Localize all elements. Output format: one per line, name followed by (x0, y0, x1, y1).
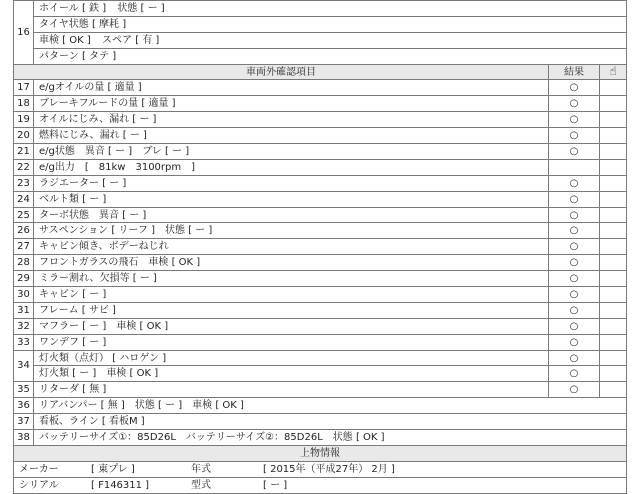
body-info-row (14, 461, 627, 477)
item-row (14, 430, 627, 446)
item-result: ○ (549, 382, 600, 398)
item-row (14, 80, 627, 96)
item-text: e/g出力 [ 81kw 3100rpm ] (34, 159, 549, 175)
item-text: フロントガラスの飛石 車検 [ OK ] (34, 255, 549, 271)
tire-row-3 (14, 32, 627, 48)
item-row (14, 334, 627, 350)
item-result: ○ (549, 207, 600, 223)
body-info-header-row (14, 445, 627, 461)
item-result: ○ (549, 223, 600, 239)
spare-tire: スペア [ 有 ] (101, 34, 160, 46)
item-text: キャビン [ ー ] (34, 287, 549, 303)
item-number: 28 (14, 255, 34, 271)
year-value: [ 2015年（平成27年） 2月 ] (263, 463, 395, 475)
item-text: ブレーキフルードの量 [ 適量 ] (34, 96, 549, 112)
item-text: e/gオイルの量 [ 適量 ] (34, 80, 549, 96)
item-row (14, 112, 627, 128)
wheel-type: ホイール [ 鉄 ] (39, 2, 107, 14)
item-text: リターダ [ 無 ] (34, 382, 549, 398)
item-number: 37 (14, 414, 34, 430)
inspection-sheet (13, 0, 626, 491)
tire-row-2 (14, 16, 627, 32)
item-number: 27 (14, 239, 34, 255)
item-number: 33 (14, 334, 34, 350)
serial-value: [ F146311 ] (91, 479, 150, 491)
item-number: 23 (14, 175, 34, 191)
item-number: 38 (14, 430, 34, 446)
item-row (14, 271, 627, 287)
item-text: 燃料にじみ、漏れ [ ー ] (34, 128, 549, 144)
item-number-16: 16 (14, 1, 34, 65)
item-number: 36 (14, 398, 34, 414)
item-row (14, 318, 627, 334)
item-number: 18 (14, 96, 34, 112)
tire-row-4 (14, 48, 627, 64)
item-result: ○ (549, 239, 600, 255)
item-row (14, 175, 627, 191)
item-row (14, 207, 627, 223)
item-number: 24 (14, 191, 34, 207)
item-number: 20 (14, 128, 34, 144)
item-text: ターボ状態 異音 [ ー ] (34, 207, 549, 223)
item-result: ○ (549, 112, 600, 128)
maker-value: [ 東プレ ] (91, 463, 135, 475)
tire-row-1 (14, 1, 627, 17)
item-row (14, 191, 627, 207)
exterior-header-row (14, 64, 627, 80)
result-header: 結果 (549, 64, 600, 80)
header-extra-cell (600, 64, 627, 80)
item-row (14, 398, 627, 414)
item-text: ラジエーター [ ー ] (34, 175, 549, 191)
model-value: [ ー ] (263, 479, 288, 491)
inspection-ok: 車検 [ OK ] (39, 34, 91, 46)
item-row (14, 414, 627, 430)
item-34-row-2 (14, 366, 627, 382)
item-text: 灯火類（点灯） [ ハロゲン ] (34, 350, 549, 366)
item-row (14, 159, 627, 175)
item-result: ○ (549, 334, 600, 350)
item-result: ○ (549, 96, 600, 112)
item-number: 32 (14, 318, 34, 334)
inspection-table (13, 0, 627, 494)
item-row (14, 128, 627, 144)
item-text: ベルト類 [ ー ] (34, 191, 549, 207)
item-result: ○ (549, 302, 600, 318)
item-number: 22 (14, 159, 34, 175)
item-row (14, 239, 627, 255)
item-row (14, 96, 627, 112)
item-result: ○ (549, 144, 600, 160)
item-text: フレーム [ サビ ] (34, 302, 549, 318)
item-result: ○ (549, 191, 600, 207)
item-result: ○ (549, 80, 600, 96)
item-row (14, 144, 627, 160)
item-result (549, 159, 600, 175)
serial-label: シリアル (19, 479, 59, 491)
item-result: ○ (549, 255, 600, 271)
item-number: 30 (14, 287, 34, 303)
item-text: ミラー割れ、欠損等 [ ー ] (34, 271, 549, 287)
item-text: マフラー [ ー ] 車検 [ OK ] (34, 318, 549, 334)
model-label: 型式 (191, 479, 211, 491)
item-number: 26 (14, 223, 34, 239)
exterior-header-title: 車両外確認項目 (14, 64, 549, 80)
item-number: 29 (14, 271, 34, 287)
item-number: 35 (14, 382, 34, 398)
item-result: ○ (549, 350, 600, 366)
item-result: ○ (549, 175, 600, 191)
item-number: 21 (14, 144, 34, 160)
item-result: ○ (549, 128, 600, 144)
year-label: 年式 (191, 463, 211, 475)
item-result: ○ (549, 366, 600, 382)
item-text: 看板、ライン [ 看板M ] (34, 414, 627, 430)
tire-pattern: パターン [ タテ ] (39, 50, 117, 62)
item-number: 31 (14, 302, 34, 318)
item-text: リアバンパー [ 無 ] 状態 [ ー ] 車検 [ OK ] (34, 398, 627, 414)
item-row (14, 382, 627, 398)
item-result: ○ (549, 318, 600, 334)
item-result: ○ (549, 271, 600, 287)
item-row (14, 255, 627, 271)
item-number: 19 (14, 112, 34, 128)
item-text: サスペンション [ リーフ ] 状態 [ ー ] (34, 223, 549, 239)
item-text: バッテリーサイズ①：85D26L バッテリーサイズ②：85D26L 状態 [ OK ] (34, 430, 627, 446)
item-34-row-1 (14, 350, 627, 366)
item-text: ワンデフ [ ー ] (34, 334, 549, 350)
item-text: オイルにじみ、漏れ [ ー ] (34, 112, 549, 128)
item-row (14, 223, 627, 239)
item-number-34: 34 (14, 350, 34, 382)
item-row (14, 302, 627, 318)
wheel-condition: 状態 [ ー ] (117, 2, 165, 14)
item-text: 灯火類 [ ー ] 車検 [ OK ] (34, 366, 549, 382)
maker-label: メーカー (19, 463, 59, 475)
item-text: e/g状態 異音 [ ー ] ブレ [ ー ] (34, 144, 549, 160)
item-number: 17 (14, 80, 34, 96)
item-number: 25 (14, 207, 34, 223)
hand-pointer-icon: ☝ (609, 64, 617, 78)
body-info-title: 上物情報 (14, 445, 627, 461)
item-text: キャビン傾き、ボデーねじれ (34, 239, 549, 255)
item-row (14, 287, 627, 303)
tire-condition: タイヤ状態 [ 摩耗 ] (39, 18, 127, 30)
item-result: ○ (549, 287, 600, 303)
